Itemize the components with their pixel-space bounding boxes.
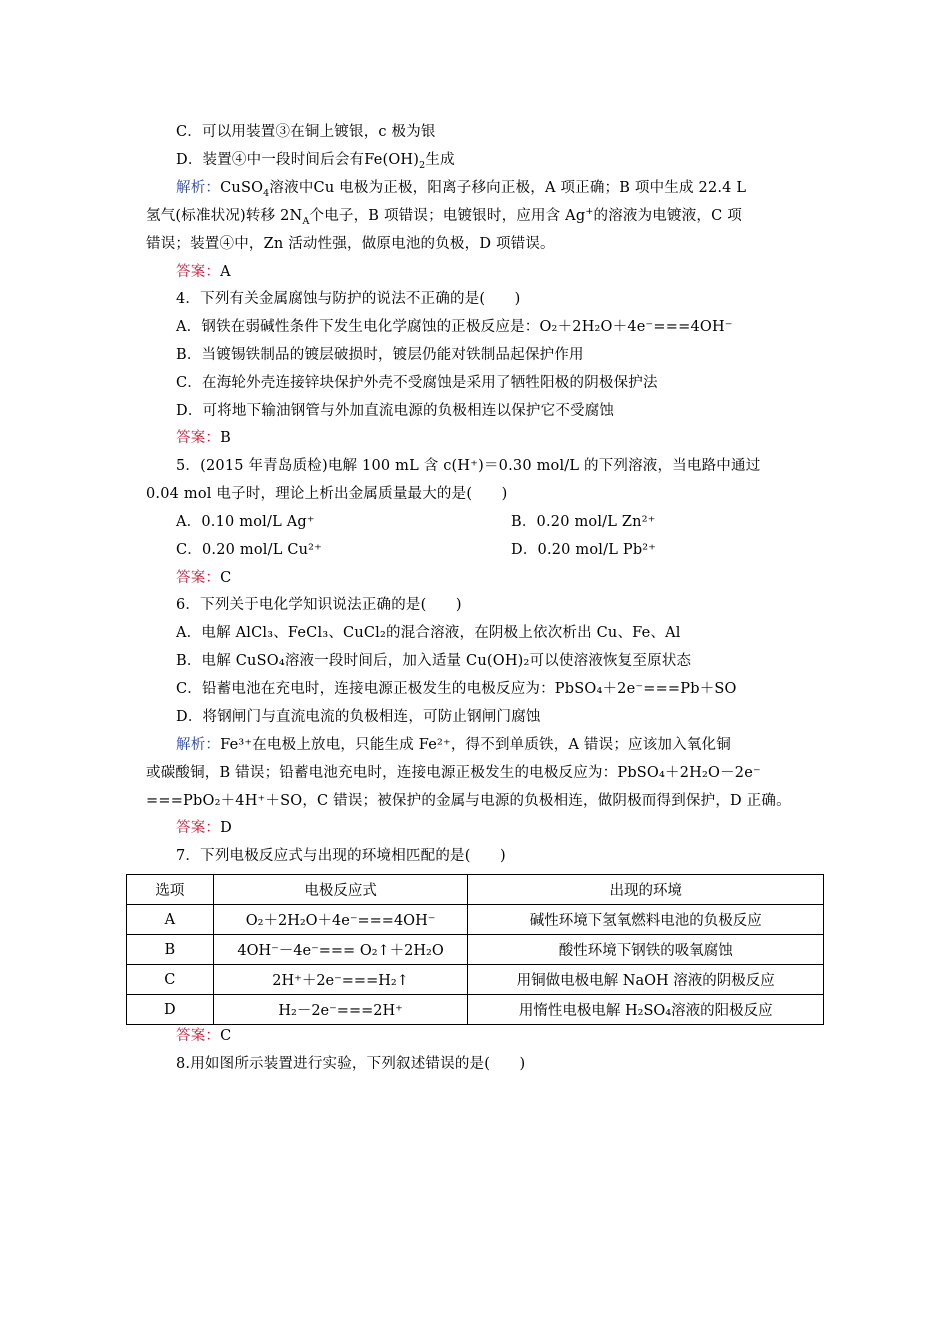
table-header-cell: 出现的环境 (468, 875, 824, 905)
q7-table (126, 874, 824, 1025)
q5-answer (176, 568, 231, 588)
table-row (127, 995, 824, 1025)
q5-option-d: D．0.20 mol/L Pb²⁺ (511, 542, 657, 558)
explanation-label: 解析： (176, 737, 221, 753)
q6-stem: 6．下列关于电化学知识说法正确的是( ) (176, 597, 462, 613)
q6-expl-text-a: Fe³⁺在电极上放电，只能生成 Fe²⁺，得不到单质铁，A 错误；应该加入氧化铜 (220, 737, 731, 753)
answer-label: 答案： (176, 1028, 221, 1044)
explanation-label: 解析： (176, 180, 221, 196)
table-row (127, 935, 824, 965)
answer-value: B (220, 430, 231, 446)
q6-option-b: B．电解 CuSO₄溶液一段时间后，加入适量 Cu(OH)₂可以使溶液恢复至原状态 (176, 653, 692, 669)
table-header-cell: 选项 (127, 875, 214, 905)
q8-stem: 8.用如图所示装置进行实验，下列叙述错误的是( ) (176, 1056, 526, 1072)
q6-option-c: C．铅蓄电池在充电时，连接电源正极发生的电极反应为：PbSO₄＋2e⁻===Pb＋SO (176, 681, 737, 697)
q4-stem: 4．下列有关金属腐蚀与防护的说法不正确的是( ) (176, 291, 521, 307)
q5-option-a: A．0.10 mol/L Ag⁺ (176, 514, 315, 530)
table-header-row (127, 875, 824, 905)
q3-expl-text-b: 溶液中Cu 电极为正极，阳离子移向正极，A 项正确；B 项中生成 22.4 L (269, 180, 747, 196)
q6-option-d: D．将钢闸门与直流电流的负极相连，可防止钢闸门腐蚀 (176, 709, 541, 725)
table-cell: 酸性环境下钢铁的吸氧腐蚀 (468, 935, 824, 965)
answer-label: 答案： (176, 264, 221, 280)
answer-label: 答案： (176, 430, 221, 446)
table-cell: 2H⁺＋2e⁻===H₂↑ (213, 965, 468, 995)
q5-options-row2 (176, 540, 776, 560)
q5-option-b: B．0.20 mol/L Zn²⁺ (511, 514, 656, 530)
q4-option-d: D．可将地下输油钢管与外加直流电源的负极相连以保护它不受腐蚀 (176, 403, 615, 419)
q3-expl-text-e: 的溶液为电镀液，C 项 (593, 208, 742, 224)
answer-value: A (220, 264, 231, 280)
table-cell: H₂－2e⁻===2H⁺ (213, 995, 468, 1025)
table-cell: 用铜做电极电解 NaOH 溶液的阴极反应 (468, 965, 824, 995)
table-cell: 4OH⁻－4e⁻=== O₂↑＋2H₂O (213, 935, 468, 965)
table-row (127, 905, 824, 935)
q3-option-c: C．可以用装置③在铜上镀银，c 极为银 (176, 124, 436, 140)
table-cell: C (127, 965, 214, 995)
answer-value: C (220, 1028, 232, 1044)
q3-explanation-line3: 错误；装置④中，Zn 活动性强，做原电池的负极，D 项错误。 (146, 236, 555, 252)
q7-stem: 7．下列电极反应式与出现的环境相匹配的是( ) (176, 848, 506, 864)
table-cell: A (127, 905, 214, 935)
q5-option-c: C．0.20 mol/L Cu²⁺ (176, 542, 323, 558)
q3-explanation-line1: 解析：CuSO$_4$溶液中Cu 电极为正极，阳离子移向正极，A 项正确；B 项中生成 22.4 L (176, 180, 747, 199)
table-cell: 用惰性电极电解 H₂SO₄溶液的阳极反应 (468, 995, 824, 1025)
q5-options-row1 (176, 512, 776, 532)
answer-label: 答案： (176, 820, 221, 836)
table-cell: B (127, 935, 214, 965)
q3-option-d-tail: 生成 (425, 152, 455, 168)
table-cell: 碱性环境下氢氧燃料电池的负极反应 (468, 905, 824, 935)
q7-answer (176, 1026, 231, 1046)
q3-option-d: D．装置④中一段时间后会有$Fe(OH)_2$生成 (176, 152, 455, 171)
q3-expl-text-a: CuSO (220, 180, 264, 196)
q3-expl-text-d: 个电子，B 项错误；电镀银时，应用含 Ag (309, 208, 586, 224)
q6-explanation-line1 (176, 735, 731, 755)
q6-explanation-line3: ===PbO₂＋4H⁺＋SO，C 错误；被保护的金属与电源的负极相连，做阴极而得到保护，D 正确。 (146, 793, 791, 809)
answer-label: 答案： (176, 570, 221, 586)
q3-expl-text-c: 氢气(标准状况)转移 2N (146, 208, 303, 224)
q4-answer (176, 428, 231, 448)
q4-option-b: B．当镀锡铁制品的镀层破损时，镀层仍能对铁制品起保护作用 (176, 347, 584, 363)
q6-explanation-line2: 或碳酸铜，B 错误；铅蓄电池充电时，连接电源正极发生的电极反应为：PbSO₄＋2H₂O－2e⁻ (146, 765, 761, 781)
q3-answer (176, 262, 231, 282)
table-cell: O₂＋2H₂O＋4e⁻===4OH⁻ (213, 905, 468, 935)
table-header-cell: 电极反应式 (213, 875, 468, 905)
answer-value: D (220, 820, 232, 836)
q3-explanation-line2: 氢气(标准状况)转移 $2N_A$个电子，B 项错误；电镀银时，应用含 Ag+的溶液为电镀液，C 项 (146, 206, 742, 227)
q5-stem-line2: 0.04 mol 电子时，理论上析出金属质量最大的是( ) (146, 486, 508, 502)
table-cell: D (127, 995, 214, 1025)
answer-value: C (220, 570, 232, 586)
q6-option-a: A．电解 AlCl₃、FeCl₃、CuCl₂的混合溶液，在阴极上依次析出 Cu、Fe、Al (176, 625, 681, 641)
q4-option-a: A．钢铁在弱碱性条件下发生电化学腐蚀的正极反应是：O₂＋2H₂O＋4e⁻===4OH⁻ (176, 319, 733, 335)
q4-option-c: C．在海轮外壳连接锌块保护外壳不受腐蚀是采用了牺牲阳极的阴极保护法 (176, 375, 658, 391)
q3-option-d-text: D．装置④中一段时间后会有Fe(OH) (176, 152, 420, 168)
table-row (127, 965, 824, 995)
q6-answer (176, 818, 232, 838)
q5-stem-line1: 5．(2015 年青岛质检)电解 100 mL 含 c(H⁺)＝0.30 mol/L 的下列溶液，当电路中通过 (176, 458, 761, 474)
